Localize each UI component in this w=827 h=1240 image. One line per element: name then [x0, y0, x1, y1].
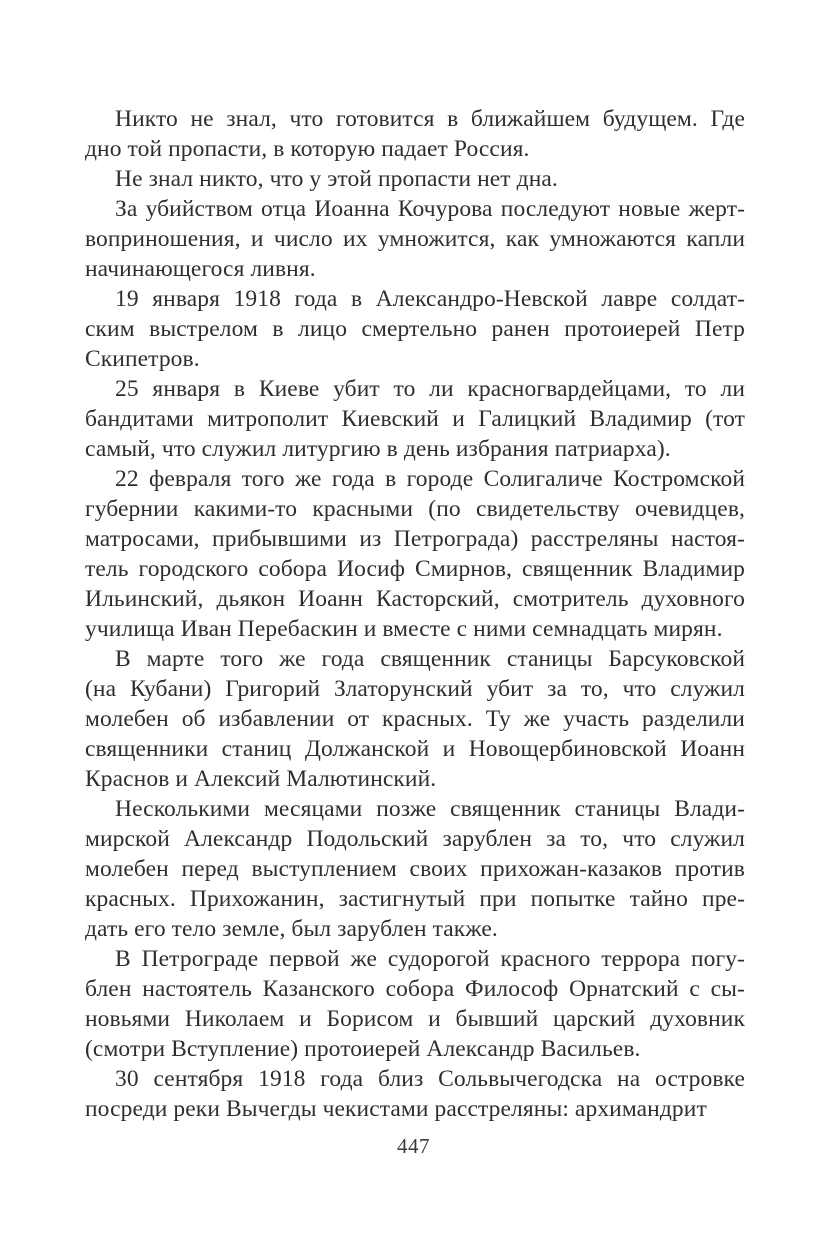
text-line: мирской Александр Подольский зарублен за то, что служил — [85, 826, 745, 852]
text-line: бандитами митрополит Киевский и Галицкий Владимир (тот — [85, 406, 745, 432]
text-line: 25 января в Киеве убит то ли красногвардейцами, то ли — [115, 376, 745, 402]
text-line: священники станиц Должанской и Новощербиновской Иоанн — [85, 736, 745, 762]
text-line: училища Иван Перебаскин и вместе с ними семнадцать мирян. — [85, 616, 723, 642]
text-line: Ильинский, дьякон Иоанн Касторский, смотритель духовного — [85, 586, 745, 612]
text-line: тель городского собора Иосиф Смирнов, священник Владимир — [85, 556, 745, 582]
text-line: Краснов и Алексий Малютинский. — [85, 766, 437, 792]
paragraph — [85, 644, 745, 794]
text-line: 19 января 1918 года в Александро-Невской лавре солдат- — [115, 286, 745, 312]
paragraph — [85, 164, 745, 194]
paragraph — [85, 794, 745, 944]
text-line: Не знал никто, что у этой пропасти нет дна. — [115, 166, 558, 192]
text-line: блен настоятель Казанского собора Философ Орнатский с сы- — [85, 976, 745, 1002]
text-line: начинающегося ливня. — [85, 256, 316, 282]
paragraph — [85, 944, 745, 1064]
text-line: молебен перед выступлением своих прихожан-казаков против — [85, 856, 745, 882]
text-line: матросами, прибывшими из Петрограда) расстреляны настоя- — [85, 526, 745, 552]
page-text — [85, 104, 745, 1124]
page-number: 447 — [397, 1134, 430, 1158]
paragraph — [85, 104, 745, 164]
text-line: самый, что служил литургию в день избрания патриарха). — [85, 436, 671, 462]
text-line: посреди реки Вычегды чекистами расстреляны: архимандрит — [85, 1096, 707, 1122]
text-line: Скипетров. — [85, 346, 200, 372]
text-line: дно той пропасти, в которую падает Россия. — [85, 136, 530, 162]
paragraph — [85, 1064, 745, 1124]
paragraph — [85, 464, 745, 644]
paragraph — [85, 194, 745, 284]
page-footer — [0, 1134, 827, 1159]
text-line: В Петрограде первой же судорогой красного террора погу- — [115, 946, 745, 972]
text-line: В марте того же года священник станицы Барсуковской — [115, 646, 745, 672]
text-line: губернии какими-то красными (по свидетельству очевидцев, — [85, 496, 745, 522]
text-line: молебен об избавлении от красных. Ту же участь разделили — [85, 706, 745, 732]
text-line: За убийством отца Иоанна Кочурова последуют новые жерт- — [115, 196, 745, 222]
text-line: новьями Николаем и Борисом и бывший царский духовник — [85, 1006, 745, 1032]
text-line: (на Кубани) Григорий Златорунский убит за то, что служил — [85, 676, 745, 702]
text-line: красных. Прихожанин, застигнутый при попытке тайно пре- — [85, 886, 745, 912]
paragraph — [85, 374, 745, 464]
text-line: ским выстрелом в лицо смертельно ранен протоиерей Петр — [85, 316, 745, 342]
text-line: Никто не знал, что готовится в ближайшем будущем. Где — [115, 106, 745, 132]
text-line: дать его тело земле, был зарублен также. — [85, 916, 498, 942]
text-line: Несколькими месяцами позже священник станицы Влади- — [115, 796, 745, 822]
text-line: (смотри Вступление) протоиерей Александр Васильев. — [85, 1036, 641, 1062]
paragraph — [85, 284, 745, 374]
text-line: 22 февраля того же года в городе Солигаличе Костромской — [115, 466, 745, 492]
text-line: 30 сентября 1918 года близ Сольвычегодска на островке — [115, 1066, 745, 1092]
text-line: воприношения, и число их умножится, как умножаются капли — [85, 226, 745, 252]
